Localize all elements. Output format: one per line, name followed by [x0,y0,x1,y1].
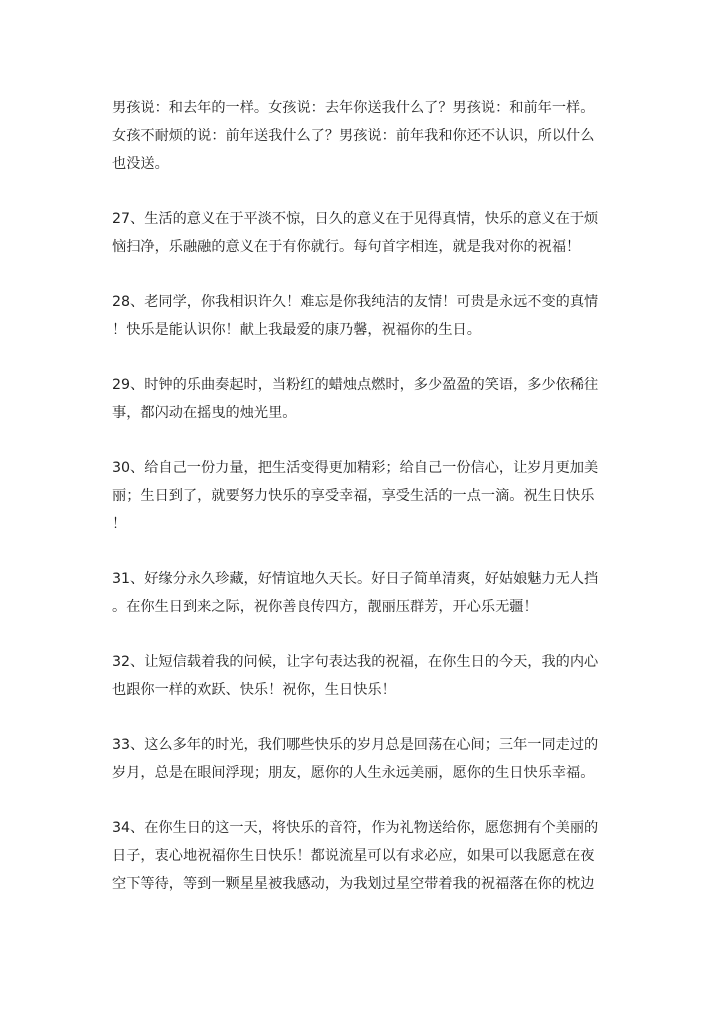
paragraph-31 [112,565,612,621]
text-line: 恼扫净，乐融融的意义在于有你就行。每句首字相连，就是我对你的祝福！ [112,239,581,255]
text-line: 日子，衷心地祝福你生日快乐！都说流星可以有求必应，如果可以我愿意在夜 [112,848,595,864]
text-line: 34、在你生日的这一天，将快乐的音符，作为礼物送给你，愿您拥有个美丽的 [112,820,599,836]
text-line: ！ [112,516,127,532]
paragraph-0 [112,94,612,178]
text-line: 岁月，总是在眼间浮现；朋友，愿你的人生永远美丽，愿你的生日快乐幸福。 [112,765,595,781]
text-line: 29、时钟的乐曲奏起时，当粉红的蜡烛点燃时，多少盈盈的笑语，多少依稀往 [112,377,599,393]
text-line: 男孩说：和去年的一样。女孩说：去年你送我什么了？男孩说：和前年一样。 [112,100,595,116]
text-line: 事，都闪动在摇曳的烛光里。 [112,405,297,421]
text-line: 30、给自己一份力量，把生活变得更加精彩；给自己一份信心，让岁月更加美 [112,460,599,476]
text-line: 空下等待，等到一颗星星被我感动，为我划过星空带着我的祝福落在你的枕边 [112,876,595,892]
paragraph-33 [112,731,612,787]
text-line: ！快乐是能认识你！献上我最爱的康乃馨，祝福你的生日。 [112,322,481,338]
text-line: 也跟你一样的欢跃、快乐！祝你，生日快乐！ [112,682,396,698]
text-line: 也没送。 [112,156,169,172]
text-line: 。在你生日到来之际，祝你善良传四方，靓丽压群芳，开心乐无疆！ [112,599,538,615]
paragraph-34 [112,814,612,898]
paragraph-32 [112,648,612,704]
text-line: 31、好缘分永久珍藏，好情谊地久天长。好日子简单清爽，好姑娘魅力无人挡 [112,571,599,587]
paragraph-29 [112,371,612,427]
paragraph-27 [112,205,612,261]
text-line: 33、这么多年的时光，我们哪些快乐的岁月总是回荡在心间；三年一同走过的 [112,737,599,753]
text-line: 女孩不耐烦的说：前年送我什么了？男孩说：前年我和你还不认识，所以什么 [112,128,595,144]
paragraph-28 [112,288,612,344]
text-line: 27、生活的意义在于平淡不惊，日久的意义在于见得真情，快乐的意义在于烦 [112,211,599,227]
document-body [112,94,612,925]
text-line: 32、让短信载着我的问候，让字句表达我的祝福，在你生日的今天，我的内心 [112,654,599,670]
text-line: 28、老同学，你我相识许久！难忘是你我纯洁的友情！可贵是永远不变的真情 [112,294,599,310]
paragraph-30 [112,454,612,538]
text-line: 丽；生日到了，就要努力快乐的享受幸福，享受生活的一点一滴。祝生日快乐 [112,488,595,504]
